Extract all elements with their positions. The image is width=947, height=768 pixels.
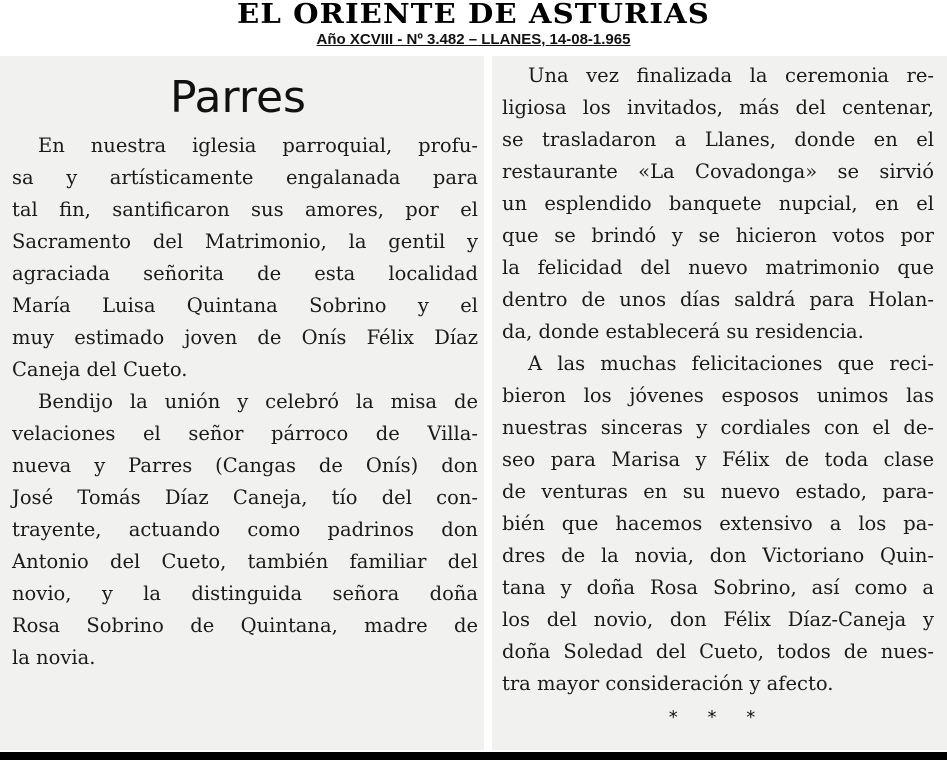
article-text-line: trayente, actuando como padrinos don: [12, 518, 478, 541]
article-left-column: [12, 60, 478, 674]
article-headline: Parres: [170, 72, 306, 123]
article-text-line: Sacramento del Matrimonio, la gentil y: [12, 230, 478, 253]
article-text-line: los del novio, don Félix Díaz-Caneja y: [502, 608, 934, 631]
article-text-line: agraciada señorita de esta localidad: [12, 262, 478, 285]
article-text-line: la felicidad del nuevo matrimonio que: [502, 256, 934, 279]
article-text-line: sa y artísticamente engalanada para: [12, 166, 478, 189]
article-text-line: José Tomás Díaz Caneja, tío del con-: [12, 486, 478, 509]
masthead: [0, 0, 947, 56]
column-divider: [484, 56, 492, 750]
article-text-line: Una vez finalizada la ceremonia re-: [528, 64, 934, 87]
article-text-line: ligiosa los invitados, más del centenar,: [502, 96, 934, 119]
article-text-line: A las muchas felicitaciones que reci-: [528, 352, 934, 375]
article-text-line: se trasladaron a Llanes, donde en el: [502, 128, 934, 151]
article-text-line: seo para Marisa y Félix de toda clase: [502, 448, 934, 471]
article-right-column: [502, 60, 934, 734]
article-text-line: un esplendido banquete nupcial, en el: [502, 192, 934, 215]
article-text-line: tra mayor consideración y afecto.: [502, 672, 834, 695]
article-text-line: bién que hacemos extensivo a los pa-: [502, 512, 934, 535]
article-text-line: que se brindó y se hicieron votos por: [502, 224, 934, 247]
article-text-line: Antonio del Cueto, también familiar del: [12, 550, 478, 573]
article-text-line: muy estimado joven de Onís Félix Díaz: [12, 326, 478, 349]
article-text-line: nuestras sinceras y cordiales con el de-: [502, 416, 934, 439]
issue-line: [0, 31, 947, 48]
article-text-line: restaurante «La Covadonga» se sirvió: [502, 160, 934, 183]
article-text-line: tana y doña Rosa Sobrino, así como a: [502, 576, 934, 599]
article-text-line: doña Soledad del Cueto, todos de nues-: [502, 640, 934, 663]
article-text-line: novio, y la distinguida señora doña: [12, 582, 478, 605]
article-text-line: Bendijo la unión y celebró la misa de: [38, 390, 478, 413]
article-text-line: Rosa Sobrino de Quintana, madre de: [12, 614, 478, 637]
article-text-line: nueva y Parres (Cangas de Onís) don: [12, 454, 478, 477]
article-text-line: velaciones el señor párroco de Villa-: [12, 422, 478, 445]
article-text-line: la novia.: [12, 646, 96, 669]
bottom-rule: [0, 752, 947, 760]
article-text-line: bieron los jóvenes esposos unimos las: [502, 384, 934, 407]
newspaper-name: EL ORIENTE DE ASTURIAS: [237, 0, 710, 30]
article-text-line: En nuestra iglesia parroquial, profu-: [38, 134, 478, 157]
article-text-line: Caneja del Cueto.: [12, 358, 188, 381]
article-text-line: dres de la novia, don Victoriano Quin-: [502, 544, 934, 567]
article-text-line: dentro de unos días saldrá para Holan-: [502, 288, 934, 311]
end-mark: * * *: [668, 707, 768, 728]
article-text-line: da, donde establecerá su residencia.: [502, 320, 864, 343]
article-text-line: tal fin, santificaron sus amores, por el: [12, 198, 478, 221]
issue-info: Año XCVIII - Nº 3.482 – LLANES, 14-08-1.965: [316, 31, 631, 48]
article-text-line: María Luisa Quintana Sobrino y el: [12, 294, 478, 317]
article-text-line: de venturas en su nuevo estado, para-: [502, 480, 934, 503]
